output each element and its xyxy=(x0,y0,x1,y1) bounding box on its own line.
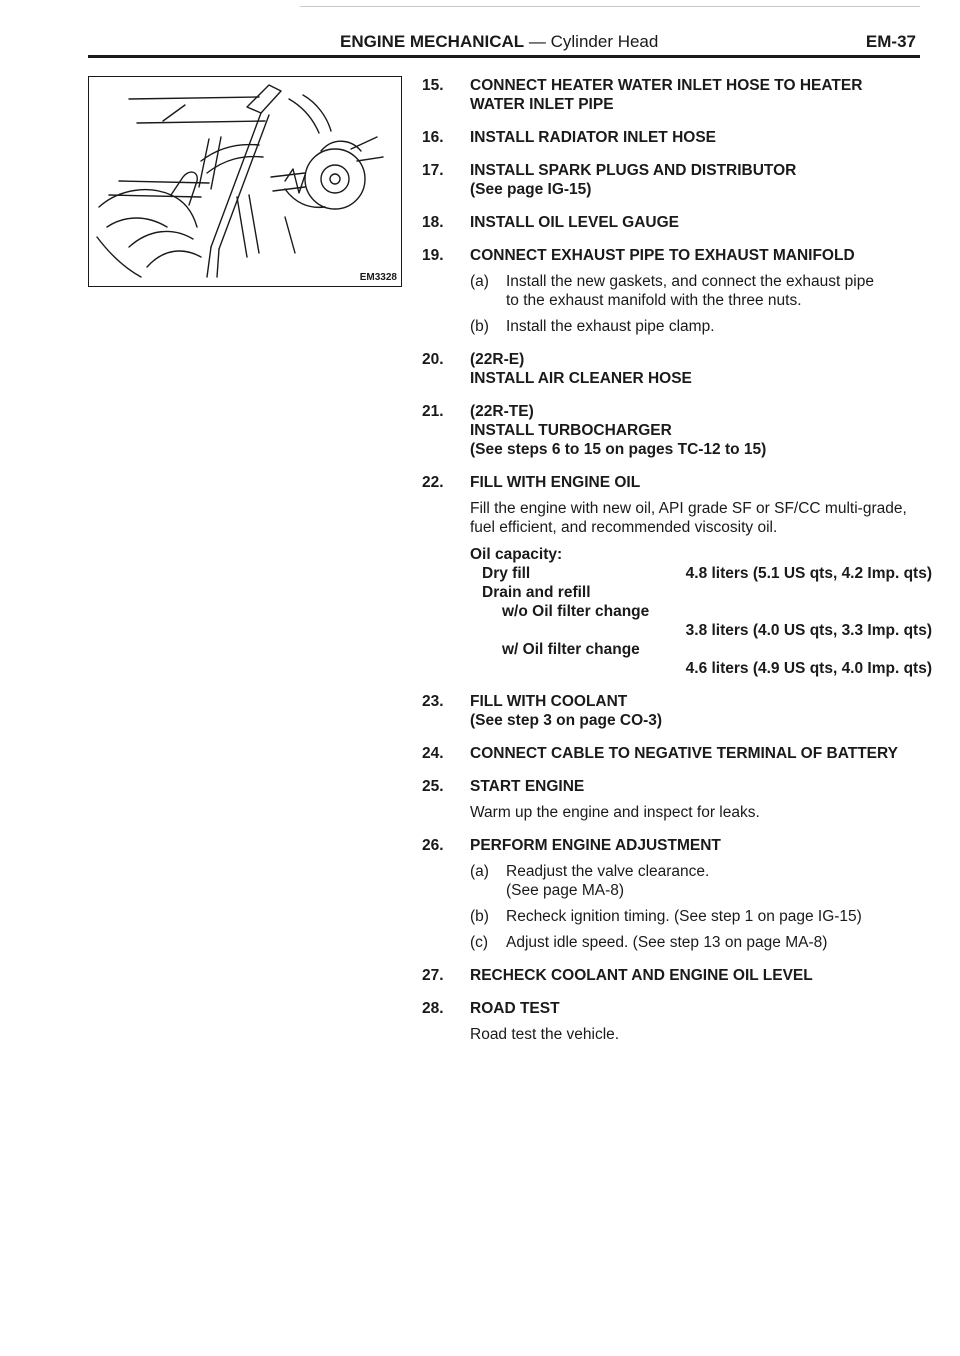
step-number: 24. xyxy=(422,745,444,762)
step-number: 27. xyxy=(422,967,444,984)
spec-label-with-filter: w/ Oil filter change xyxy=(502,641,640,658)
step-number: 25. xyxy=(422,778,444,795)
step-number: 22. xyxy=(422,474,444,491)
step-title: CONNECT CABLE TO NEGATIVE TERMINAL OF BATTERY xyxy=(470,745,898,762)
spec-row-with-filter xyxy=(470,659,932,678)
spec-value: 3.8 liters (4.0 US qts, 3.3 Imp. qts) xyxy=(685,622,932,639)
top-rule xyxy=(300,6,920,7)
figure-label: EM3328 xyxy=(359,272,397,283)
spec-value: 4.6 liters (4.9 US qts, 4.0 Imp. qts) xyxy=(685,660,932,677)
substep-label: (b) xyxy=(470,908,489,925)
step-title: RECHECK COOLANT AND ENGINE OIL LEVEL xyxy=(470,967,813,984)
step-number: 28. xyxy=(422,1000,444,1017)
substep-text: Install the exhaust pipe clamp. xyxy=(506,318,715,335)
title-section: ENGINE MECHANICAL xyxy=(340,32,525,51)
substep xyxy=(470,862,932,900)
step-27 xyxy=(422,966,932,985)
step-18 xyxy=(422,213,932,232)
step-title: INSTALL OIL LEVEL GAUGE xyxy=(470,214,679,231)
step-26 xyxy=(422,836,932,952)
spec-label-drain-refill: Drain and refill xyxy=(482,584,591,601)
step-16 xyxy=(422,128,932,147)
oil-capacity-spec xyxy=(470,545,932,678)
step-17 xyxy=(422,161,932,199)
substep-label: (b) xyxy=(470,318,489,335)
title-subsection: — Cylinder Head xyxy=(524,32,659,51)
step-number: 19. xyxy=(422,247,444,264)
substep-label: (a) xyxy=(470,863,489,880)
substep-text: Readjust the valve clearance. (See page MA-8) xyxy=(506,863,710,899)
step-title: FILL WITH ENGINE OIL xyxy=(470,474,641,491)
substep-label: (a) xyxy=(470,273,489,290)
procedure-steps xyxy=(422,76,932,1058)
spec-row-dry-fill xyxy=(470,564,932,583)
substep xyxy=(470,272,932,310)
step-title: CONNECT EXHAUST PIPE TO EXHAUST MANIFOLD xyxy=(470,247,855,264)
substep xyxy=(470,933,932,952)
step-title: FILL WITH COOLANT (See step 3 on page CO-3) xyxy=(470,693,663,729)
step-title: (22R-E) INSTALL AIR CLEANER HOSE xyxy=(470,351,692,387)
step-24 xyxy=(422,744,932,763)
step-title: INSTALL RADIATOR INLET HOSE xyxy=(470,129,716,146)
step-number: 17. xyxy=(422,162,444,179)
step-number: 16. xyxy=(422,129,444,146)
step-number: 26. xyxy=(422,837,444,854)
step-title: INSTALL SPARK PLUGS AND DISTRIBUTOR (See page IG-15) xyxy=(470,162,797,198)
spec-heading: Oil capacity: xyxy=(470,546,563,563)
substep-text: Recheck ignition timing. (See step 1 on page IG-15) xyxy=(506,908,862,925)
substep-label: (c) xyxy=(470,934,489,951)
step-number: 18. xyxy=(422,214,444,231)
header-rule xyxy=(88,55,920,58)
step-number: 15. xyxy=(422,77,444,94)
step-15 xyxy=(422,76,932,114)
page-header xyxy=(88,30,920,60)
spec-label-without-filter: w/o Oil filter change xyxy=(502,603,650,620)
step-description: Road test the vehicle. xyxy=(470,1026,620,1043)
substep xyxy=(470,907,932,926)
substep xyxy=(470,317,932,336)
spec-row-without-filter xyxy=(470,621,932,640)
step-number: 20. xyxy=(422,351,444,368)
step-25 xyxy=(422,777,932,822)
step-number: 21. xyxy=(422,403,444,420)
illustration-drawing xyxy=(89,77,402,287)
page-number: EM-37 xyxy=(865,32,916,51)
illustration-figure xyxy=(88,76,402,287)
page-title xyxy=(340,32,658,52)
step-28 xyxy=(422,999,932,1044)
step-description: Warm up the engine and inspect for leaks. xyxy=(470,804,760,821)
step-title: (22R-TE) INSTALL TURBOCHARGER (See steps 6 to 15 on pages TC-12 to 15) xyxy=(470,403,767,458)
step-20 xyxy=(422,350,932,388)
step-23 xyxy=(422,692,932,730)
step-title: PERFORM ENGINE ADJUSTMENT xyxy=(470,837,721,854)
step-title: ROAD TEST xyxy=(470,1000,560,1017)
step-19 xyxy=(422,246,932,336)
step-title: START ENGINE xyxy=(470,778,585,795)
step-number: 23. xyxy=(422,693,444,710)
step-title: CONNECT HEATER WATER INLET HOSE TO HEATER WATER INLET PIPE xyxy=(470,77,863,113)
step-21 xyxy=(422,402,932,459)
spec-label: Dry fill xyxy=(482,565,531,582)
substep-text: Adjust idle speed. (See step 13 on page MA-8) xyxy=(506,934,828,951)
step-description: Fill the engine with new oil, API grade SF or SF/CC multi-grade, fuel efficient, and recommended viscosity oil. xyxy=(470,500,907,536)
step-22 xyxy=(422,473,932,678)
spec-value: 4.8 liters (5.1 US qts, 4.2 Imp. qts) xyxy=(685,565,932,582)
substep-text: Install the new gaskets, and connect the exhaust pipe to the exhaust manifold with the three nuts. xyxy=(506,273,874,309)
